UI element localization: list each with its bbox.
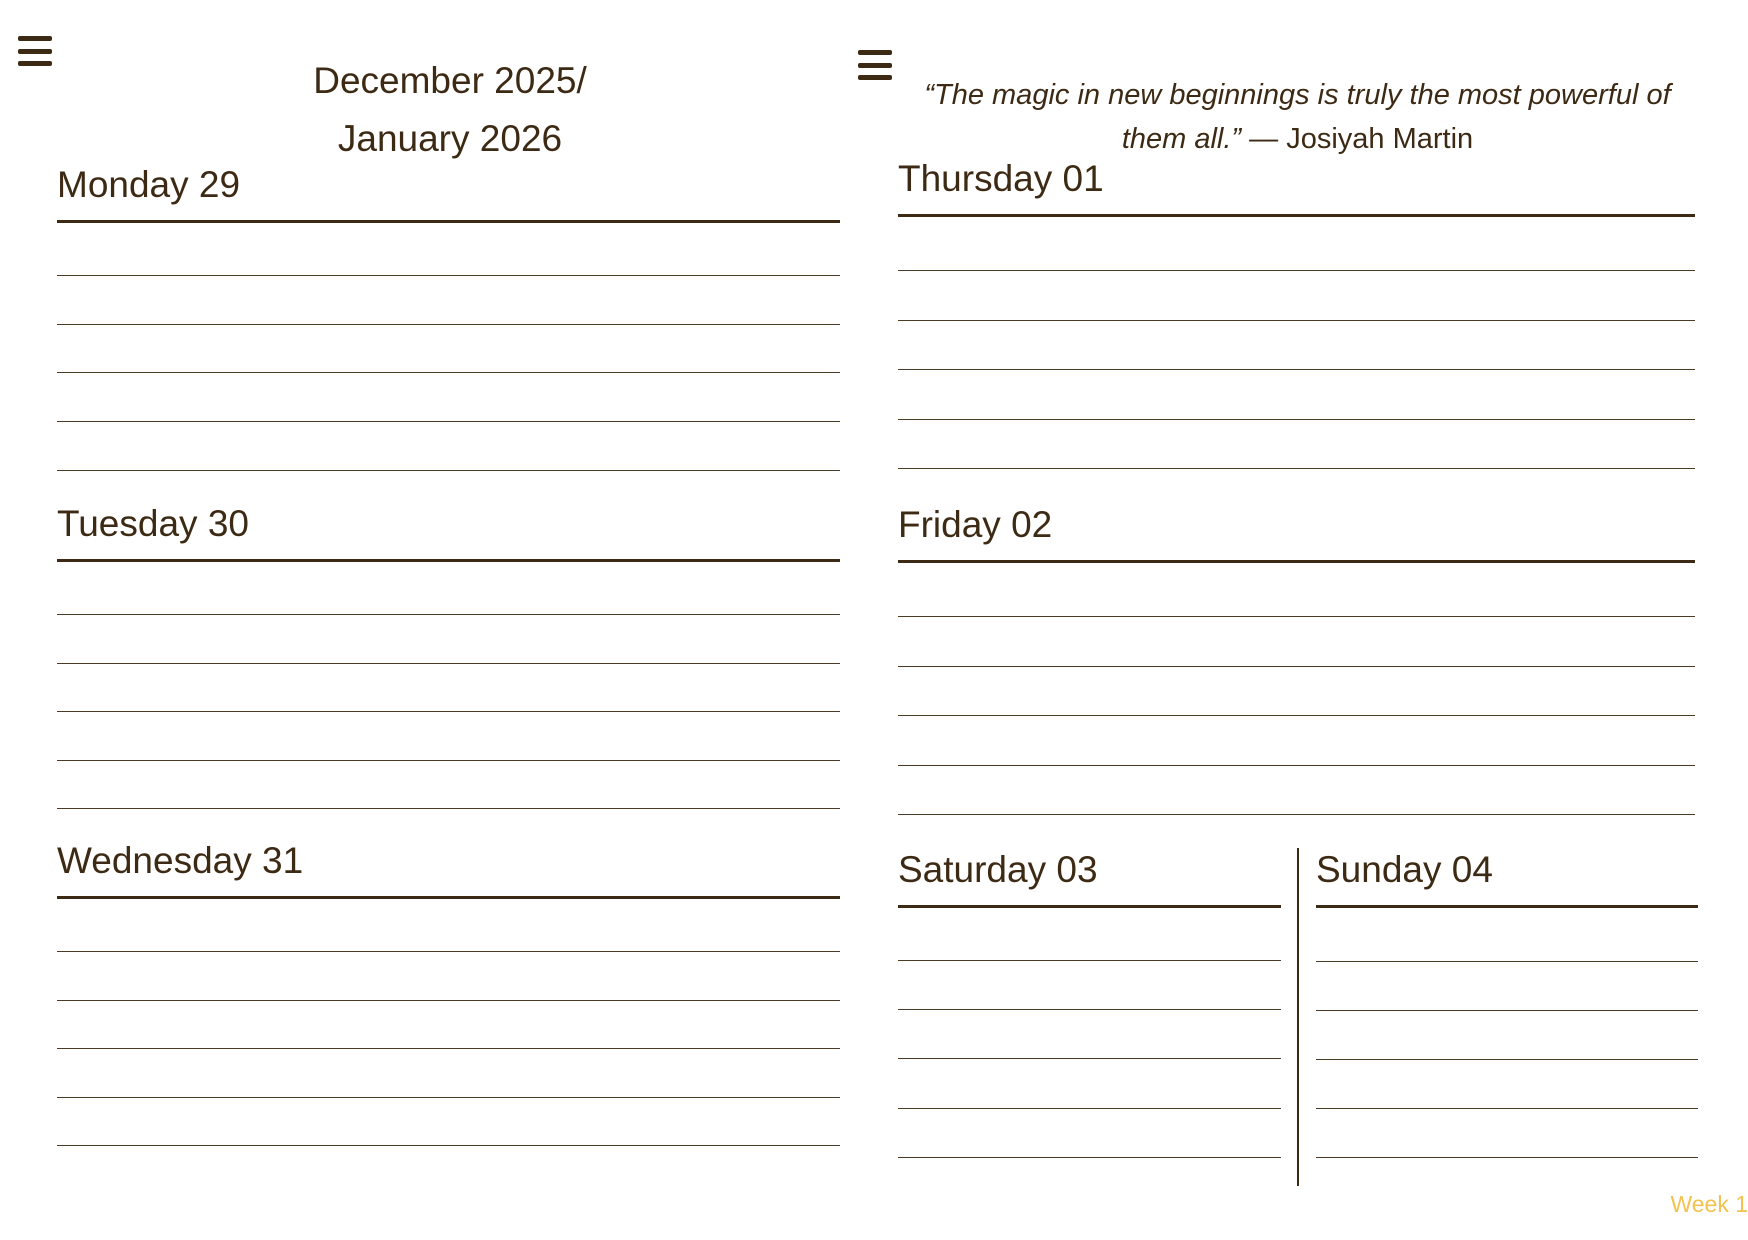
writing-line[interactable] [898,419,1695,420]
day-heading: Wednesday 31 [57,840,304,881]
heading-underline [898,560,1695,563]
writing-line[interactable] [57,324,840,325]
writing-line[interactable] [898,814,1695,815]
day-section-sunday [1316,845,1698,1165]
day-heading: Tuesday 30 [57,503,249,544]
writing-line[interactable] [898,369,1695,370]
writing-line[interactable] [57,663,840,664]
writing-line[interactable] [898,765,1695,766]
day-heading: Thursday 01 [898,158,1104,199]
heading-underline [898,905,1281,908]
quote-block [900,73,1695,161]
writing-line[interactable] [57,1000,840,1001]
writing-line[interactable] [1316,1108,1698,1109]
writing-line[interactable] [57,1097,840,1098]
day-heading: Friday 02 [898,504,1053,545]
writing-line[interactable] [57,421,840,422]
writing-line[interactable] [898,960,1281,961]
writing-line[interactable] [57,1145,840,1146]
heading-underline [57,896,840,899]
writing-line[interactable] [57,372,840,373]
writing-line[interactable] [1316,1010,1698,1011]
writing-line[interactable] [57,808,840,809]
quote-author: — Josiyah Martin [1241,123,1474,155]
weekend-divider [1297,848,1299,1186]
writing-line[interactable] [57,951,840,952]
writing-line[interactable] [898,468,1695,469]
writing-line[interactable] [57,711,840,712]
writing-line[interactable] [898,1058,1281,1059]
writing-line[interactable] [898,1009,1281,1010]
day-section-monday [57,160,840,480]
writing-line[interactable] [898,320,1695,321]
writing-line[interactable] [898,666,1695,667]
day-section-friday [898,500,1695,820]
day-heading: Monday 29 [57,164,241,205]
writing-line[interactable] [898,1108,1281,1109]
day-section-tuesday [57,499,840,819]
day-section-wednesday [57,836,840,1156]
writing-line[interactable] [1316,1157,1698,1158]
day-heading: Sunday 04 [1316,849,1493,890]
writing-line[interactable] [898,616,1695,617]
writing-line[interactable] [898,715,1695,716]
day-heading: Saturday 03 [898,849,1098,890]
heading-underline [57,220,840,223]
writing-line[interactable] [898,270,1695,271]
quote-text: “The magic in new beginnings is truly the most powerful of them all.” [924,79,1671,155]
day-section-saturday [898,845,1281,1165]
week-label: Week 1 [1670,1191,1748,1217]
heading-underline [898,214,1695,217]
writing-line[interactable] [57,470,840,471]
title-line-2: January 2026 [337,118,563,159]
writing-line[interactable] [57,760,840,761]
writing-line[interactable] [1316,961,1698,962]
heading-underline [1316,905,1698,908]
writing-line[interactable] [57,1048,840,1049]
day-section-thursday [898,154,1695,474]
writing-line[interactable] [898,1157,1281,1158]
heading-underline [57,559,840,562]
writing-line[interactable] [1316,1059,1698,1060]
writing-line[interactable] [57,614,840,615]
title-line-1: December 2025/ [313,60,587,101]
page-title [0,52,900,168]
writing-line[interactable] [57,275,840,276]
